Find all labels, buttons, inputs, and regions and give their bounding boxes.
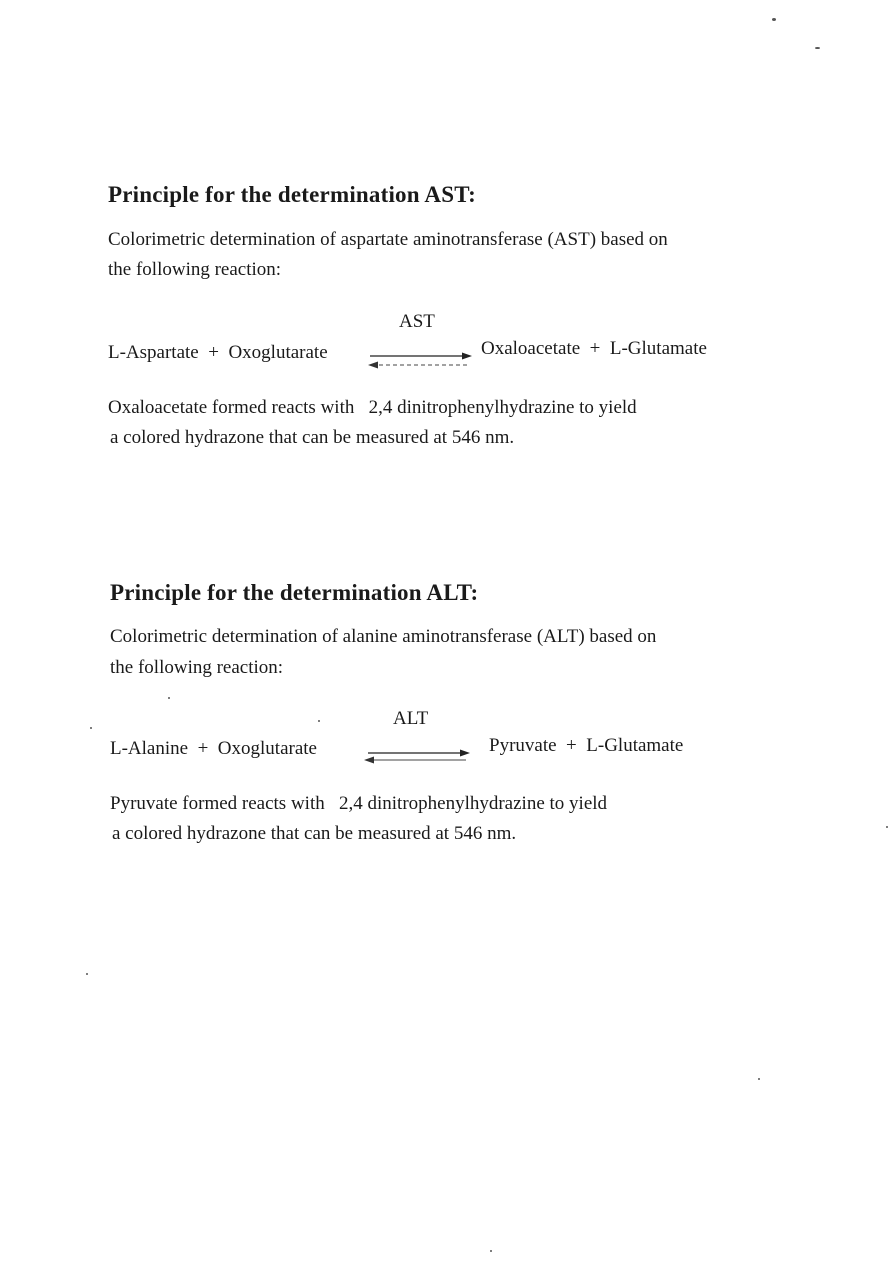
- alt-enzyme-label: ALT: [393, 708, 429, 729]
- alt-products: Pyruvate + L-Glutamate: [489, 735, 684, 756]
- scan-speck: [90, 727, 92, 729]
- ast-heading: Principle for the determination AST:: [108, 182, 476, 207]
- alt-result-line-1: Pyruvate formed reacts with 2,4 dinitrophenylhydrazine to yield: [110, 793, 608, 814]
- ast-products: Oxaloacetate + L-Glutamate: [481, 338, 707, 359]
- scan-speck: [86, 973, 88, 975]
- ast-description-line-1: Colorimetric determination of aspartate aminotransferase (AST) based on: [108, 229, 668, 250]
- alt-reaction-arrow: [362, 747, 474, 769]
- ast-enzyme-label: AST: [399, 311, 435, 332]
- ast-reactants: L-Aspartate + Oxoglutarate: [108, 342, 328, 363]
- ast-result-line-2: a colored hydrazone that can be measured at 546 nm.: [110, 427, 515, 448]
- scan-speck: [490, 1250, 492, 1252]
- ast-result-line-1: Oxaloacetate formed reacts with 2,4 dinitrophenylhydrazine to yield: [108, 397, 637, 418]
- alt-reactants: L-Alanine + Oxoglutarate: [110, 738, 317, 759]
- scan-speck: [168, 697, 170, 699]
- ast-description-line-2: the following reaction:: [108, 259, 282, 280]
- alt-heading: Principle for the determination ALT:: [110, 580, 479, 605]
- alt-description-line-2: the following reaction:: [110, 657, 284, 678]
- alt-description-line-1: Colorimetric determination of alanine aminotransferase (ALT) based on: [110, 626, 657, 647]
- scan-speck: [886, 826, 888, 828]
- alt-result-line-2: a colored hydrazone that can be measured at 546 nm.: [112, 823, 517, 844]
- scan-speck: [772, 18, 776, 21]
- scan-speck: [318, 720, 320, 722]
- scan-speck: [758, 1078, 760, 1080]
- ast-reaction-arrow: [366, 350, 478, 372]
- scan-speck: [815, 47, 820, 49]
